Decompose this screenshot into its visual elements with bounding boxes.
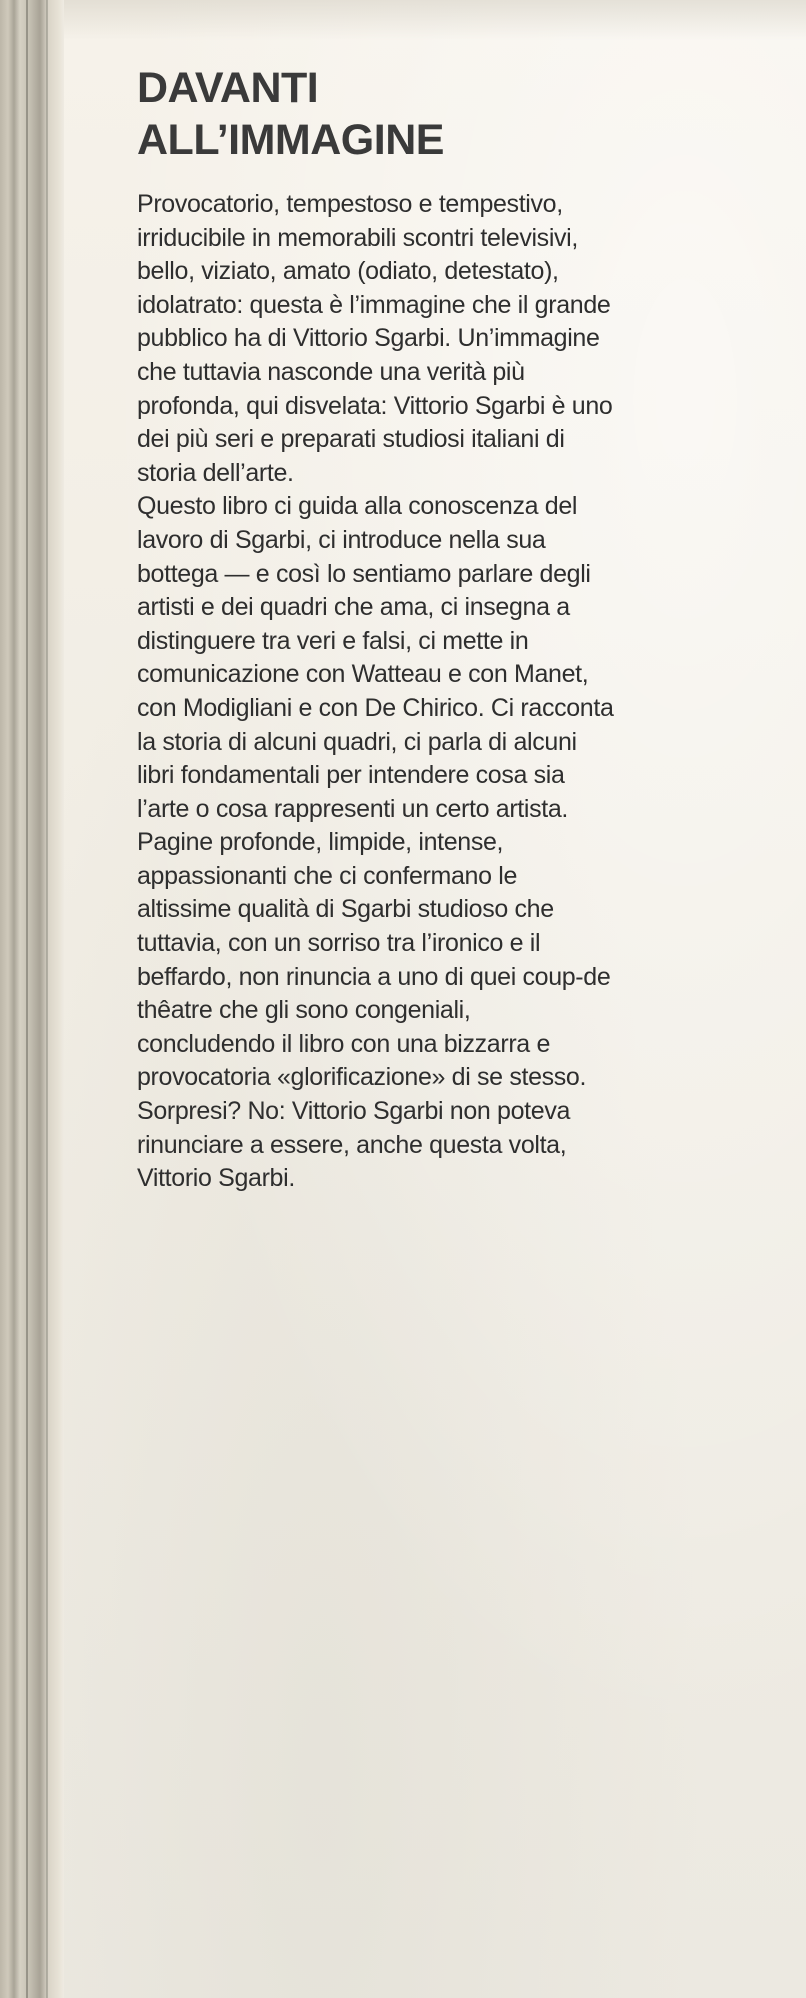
blurb-line: Sorpresi? No: Vittorio Sgarbi non poteva [137,1097,571,1126]
blurb-line: pubblico ha di Vittorio Sgarbi. Un’immagine [137,324,600,353]
blurb-line: tuttavia, con un sorriso tra l’ironico e il [137,929,541,958]
blurb-line: distinguere tra veri e falsi, ci mette in [137,626,529,655]
blurb-line: irriducibile in memorabili scontri televisivi, [137,223,578,252]
book-spine [0,0,64,1998]
blurb-line: beffardo, non rinuncia a uno di quei coup-de [137,962,611,991]
blurb-line: Vittorio Sgarbi. [137,1164,295,1193]
blurb-line: appassionanti che ci confermano le [137,861,518,890]
blurb-line: provocatoria «glorificazione» di se stesso. [137,1063,587,1092]
blurb-line: artisti e dei quadri che ama, ci insegna a [137,593,570,622]
blurb-line: thêatre che gli sono congeniali, [137,996,471,1025]
blurb-line: storia dell’arte. [137,458,294,487]
blurb-line: dei più seri e preparati studiosi italiani di [137,425,565,454]
blurb-line: l’arte o cosa rappresenti un certo artista. [137,794,569,823]
blurb-line: libri fondamentali per intendere cosa sia [137,761,565,790]
blurb-line: lavoro di Sgarbi, ci introduce nella sua [137,525,546,554]
blurb-line: Provocatorio, tempestoso e tempestivo, [137,190,563,218]
blurb-line: comunicazione con Watteau e con Manet, [137,660,589,689]
blurb-line: bottega — e così lo sentiamo parlare degli [137,559,591,588]
blurb-line: bello, viziato, amato (odiato, detestato), [137,257,559,286]
spine-crease [26,0,28,1998]
blurb-line: con Modigliani e con De Chirico. Ci racconta [137,693,614,722]
spine-crease [46,0,48,1998]
page-shadow [64,0,806,40]
cover-text-block [137,62,737,1196]
blurb-paragraph [137,188,737,1196]
blurb-line: rinunciare a essere, anche questa volta, [137,1130,567,1159]
book-title-line: DAVANTI [137,64,319,112]
blurb-line: idolatrato: questa è l’immagine che il grande [137,290,611,319]
blurb-line: concludendo il libro con una bizzarra e [137,1029,550,1058]
book-title [137,62,737,166]
blurb-line: Questo libro ci guida alla conoscenza del [137,492,578,521]
blurb-line: la storia di alcuni quadri, ci parla di alcuni [137,727,577,756]
blurb-line: che tuttavia nasconde una verità più [137,357,525,386]
book-title-line: ALL’IMMAGINE [137,116,444,164]
blurb-line: profonda, qui disvelata: Vittorio Sgarbi è uno [137,391,613,420]
blurb-line: Pagine profonde, limpide, intense, [137,828,504,857]
blurb-line: altissime qualità di Sgarbi studioso che [137,895,554,924]
